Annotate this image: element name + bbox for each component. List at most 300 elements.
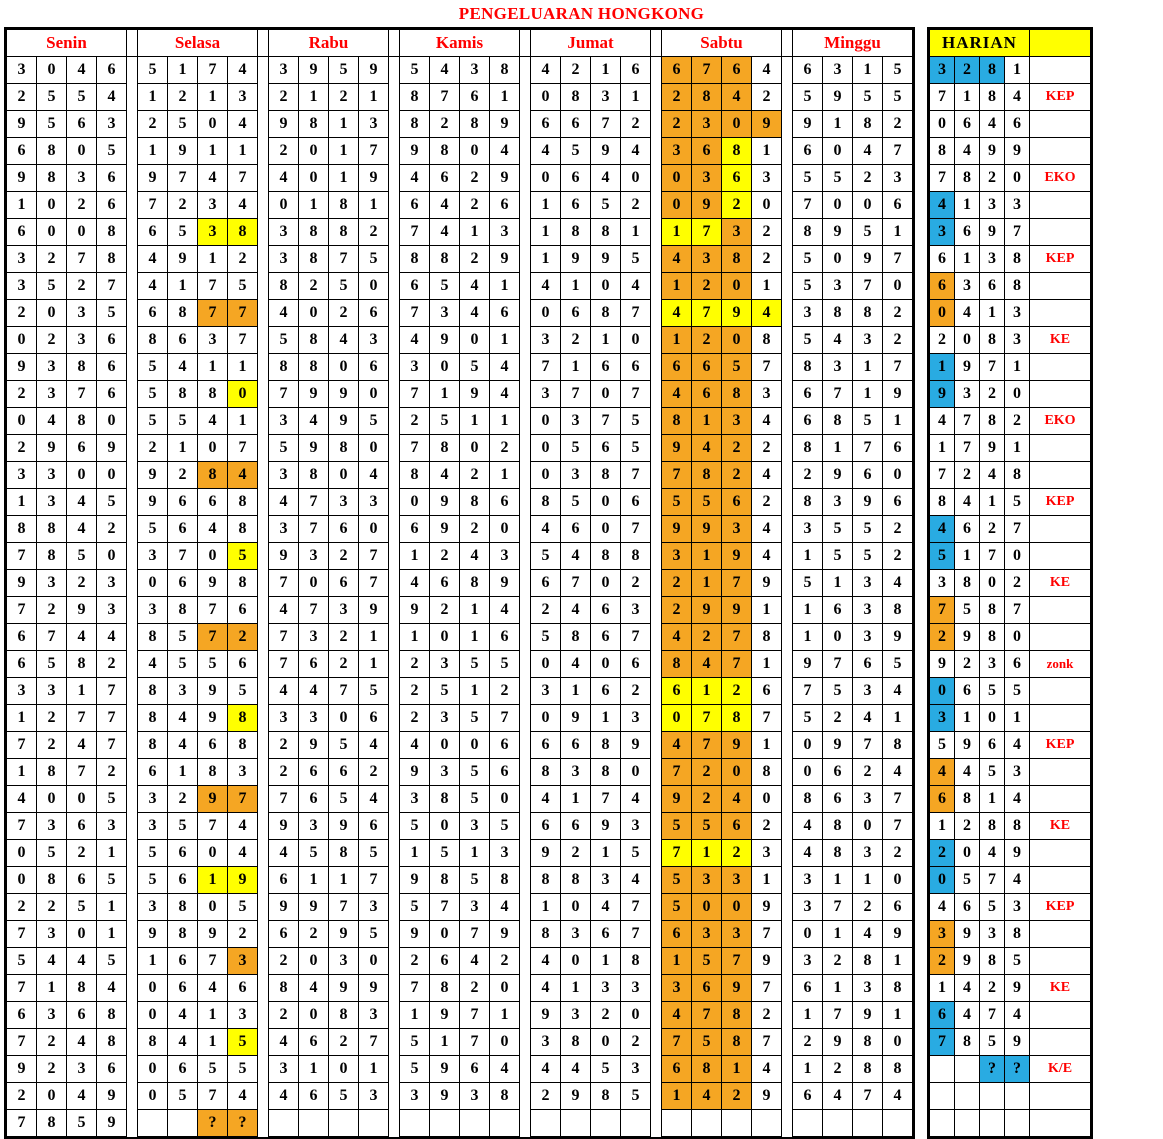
harian-digit-cell: [930, 1056, 955, 1083]
number-cell: 1: [359, 192, 389, 219]
number-cell: 1: [823, 867, 853, 894]
number-cell: 2: [228, 246, 258, 273]
number-cell: 4: [531, 138, 561, 165]
number-cell: 9: [823, 84, 853, 111]
number-cell: 7: [97, 705, 127, 732]
number-cell: 6: [7, 1002, 37, 1029]
number-cell: 8: [97, 246, 127, 273]
number-cell: 2: [883, 327, 913, 354]
number-cell: 6: [793, 57, 823, 84]
number-cell: 0: [621, 759, 651, 786]
number-cell: 3: [97, 597, 127, 624]
number-cell: 2: [359, 759, 389, 786]
number-cell: 5: [692, 948, 722, 975]
number-cell: 5: [168, 111, 198, 138]
number-cell: 8: [561, 624, 591, 651]
column-separator: [389, 867, 400, 894]
number-cell: 2: [621, 111, 651, 138]
number-cell: 4: [168, 1002, 198, 1029]
number-cell: 2: [138, 435, 168, 462]
harian-note-cell: KE: [1030, 975, 1091, 1002]
harian-note-cell: [1030, 840, 1091, 867]
number-cell: 1: [67, 678, 97, 705]
number-cell: 6: [883, 894, 913, 921]
column-separator: [651, 138, 662, 165]
number-cell: 5: [621, 840, 651, 867]
column-separator: [520, 516, 531, 543]
number-cell: 9: [853, 489, 883, 516]
number-cell: 9: [400, 867, 430, 894]
number-cell: 5: [67, 1110, 97, 1137]
harian-digit-cell: 7: [930, 84, 955, 111]
table-row: [7, 570, 913, 597]
number-cell: 4: [138, 273, 168, 300]
number-cell: 0: [359, 381, 389, 408]
number-cell: 1: [561, 273, 591, 300]
number-cell: 3: [359, 111, 389, 138]
number-cell: 8: [722, 381, 752, 408]
number-cell: 4: [67, 732, 97, 759]
number-cell: 4: [460, 543, 490, 570]
number-cell: 0: [591, 1029, 621, 1056]
number-cell: 1: [198, 138, 228, 165]
number-cell: 0: [561, 948, 591, 975]
number-cell: 4: [490, 381, 520, 408]
number-cell: 9: [400, 138, 430, 165]
harian-digit-cell: 2: [930, 327, 955, 354]
column-separator: [258, 705, 269, 732]
table-row: [7, 651, 913, 678]
number-cell: 1: [490, 84, 520, 111]
harian-digit-cell: 8: [955, 570, 980, 597]
number-cell: 2: [722, 435, 752, 462]
number-cell: 5: [430, 408, 460, 435]
number-cell: 0: [269, 192, 299, 219]
number-cell: 6: [168, 867, 198, 894]
harian-digit-cell: 7: [955, 408, 980, 435]
number-cell: 4: [793, 813, 823, 840]
harian-digit-cell: 5: [1005, 948, 1030, 975]
number-cell: 6: [490, 732, 520, 759]
column-separator: [782, 408, 793, 435]
number-cell: 0: [853, 813, 883, 840]
number-cell: 3: [37, 381, 67, 408]
column-separator: [389, 516, 400, 543]
harian-note-cell: [1030, 921, 1091, 948]
column-separator: [258, 759, 269, 786]
number-cell: 6: [299, 759, 329, 786]
harian-digit-cell: 9: [930, 651, 955, 678]
number-cell: 4: [67, 1083, 97, 1110]
column-separator: [258, 786, 269, 813]
column-separator: [127, 381, 138, 408]
harian-digit-cell: 4: [1005, 1002, 1030, 1029]
number-cell: 5: [138, 354, 168, 381]
number-cell: 1: [359, 651, 389, 678]
harian-digit-cell: 4: [980, 111, 1005, 138]
number-cell: 5: [621, 408, 651, 435]
column-separator: [782, 1056, 793, 1083]
harian-row: [930, 381, 1091, 408]
harian-digit-cell: 6: [930, 273, 955, 300]
number-cell: 1: [591, 840, 621, 867]
number-cell: 1: [299, 192, 329, 219]
harian-digit-cell: 7: [1005, 219, 1030, 246]
column-separator: [389, 921, 400, 948]
number-cell: 2: [67, 570, 97, 597]
harian-note-cell: [1030, 597, 1091, 624]
number-cell: 5: [97, 300, 127, 327]
number-cell: 9: [662, 786, 692, 813]
number-cell: 5: [400, 813, 430, 840]
number-cell: 8: [430, 138, 460, 165]
column-separator: [258, 273, 269, 300]
harian-row: [930, 948, 1091, 975]
number-cell: 1: [662, 219, 692, 246]
number-cell: 1: [490, 462, 520, 489]
number-cell: 4: [853, 705, 883, 732]
number-cell: 8: [793, 786, 823, 813]
number-cell: 2: [752, 246, 782, 273]
number-cell: 0: [722, 327, 752, 354]
number-cell: 9: [168, 138, 198, 165]
column-separator: [651, 948, 662, 975]
number-cell: 8: [490, 867, 520, 894]
number-cell: 1: [329, 165, 359, 192]
harian-digit-cell: 9: [955, 354, 980, 381]
number-cell: [752, 1110, 782, 1137]
number-cell: 8: [67, 651, 97, 678]
number-cell: 8: [430, 975, 460, 1002]
number-cell: 9: [793, 651, 823, 678]
number-cell: 8: [460, 111, 490, 138]
harian-note-cell: K/E: [1030, 1056, 1091, 1083]
number-cell: 4: [228, 57, 258, 84]
number-cell: 7: [97, 273, 127, 300]
table-row: [7, 975, 913, 1002]
number-cell: 9: [37, 435, 67, 462]
number-cell: 2: [883, 111, 913, 138]
harian-digit-cell: [980, 1083, 1005, 1110]
harian-row: [930, 624, 1091, 651]
number-cell: 6: [460, 84, 490, 111]
number-cell: 1: [97, 921, 127, 948]
number-cell: 5: [299, 840, 329, 867]
harian-digit-cell: 9: [930, 381, 955, 408]
number-cell: 0: [359, 516, 389, 543]
number-cell: 4: [228, 462, 258, 489]
harian-digit-cell: 4: [1005, 867, 1030, 894]
number-cell: 5: [692, 1029, 722, 1056]
number-cell: 4: [168, 1029, 198, 1056]
harian-digit-cell: [1005, 1110, 1030, 1137]
number-cell: 2: [269, 948, 299, 975]
table-row: [7, 516, 913, 543]
number-cell: 7: [853, 273, 883, 300]
number-cell: 8: [329, 435, 359, 462]
harian-digit-cell: 8: [980, 57, 1005, 84]
number-cell: 9: [138, 165, 168, 192]
column-separator: [651, 732, 662, 759]
number-cell: 1: [228, 138, 258, 165]
number-cell: 2: [299, 273, 329, 300]
number-cell: 0: [198, 435, 228, 462]
number-cell: 6: [299, 1029, 329, 1056]
number-cell: 5: [621, 246, 651, 273]
harian-digit-cell: 8: [980, 327, 1005, 354]
column-separator: [258, 111, 269, 138]
number-cell: 8: [228, 732, 258, 759]
number-cell: 7: [561, 381, 591, 408]
harian-digit-cell: ?: [980, 1056, 1005, 1083]
column-separator: [127, 327, 138, 354]
harian-digit-cell: 3: [1005, 894, 1030, 921]
number-cell: 2: [168, 462, 198, 489]
harian-row: [930, 678, 1091, 705]
number-cell: 3: [299, 624, 329, 651]
number-cell: 6: [67, 813, 97, 840]
number-cell: 7: [198, 597, 228, 624]
number-cell: 3: [269, 1056, 299, 1083]
number-cell: 8: [37, 867, 67, 894]
number-cell: 4: [198, 516, 228, 543]
number-cell: 4: [662, 1002, 692, 1029]
number-cell: 4: [883, 759, 913, 786]
column-separator: [258, 192, 269, 219]
harian-digit-cell: 1: [955, 246, 980, 273]
harian-note-cell: [1030, 381, 1091, 408]
number-cell: 0: [37, 219, 67, 246]
number-cell: 3: [7, 462, 37, 489]
number-cell: 7: [883, 246, 913, 273]
number-cell: 4: [97, 975, 127, 1002]
number-cell: 3: [853, 624, 883, 651]
number-cell: 2: [400, 651, 430, 678]
number-cell: 0: [359, 273, 389, 300]
column-separator: [127, 138, 138, 165]
harian-digit-cell: 3: [930, 219, 955, 246]
number-cell: 4: [591, 894, 621, 921]
number-cell: [853, 1110, 883, 1137]
number-cell: 3: [823, 489, 853, 516]
number-cell: 5: [662, 813, 692, 840]
number-cell: 6: [359, 705, 389, 732]
column-separator: [389, 651, 400, 678]
column-separator: [651, 624, 662, 651]
column-separator: [258, 219, 269, 246]
table-row: [7, 381, 913, 408]
number-cell: 5: [228, 678, 258, 705]
number-cell: 0: [460, 138, 490, 165]
harian-digit-cell: 0: [980, 705, 1005, 732]
number-cell: 2: [460, 246, 490, 273]
harian-digit-cell: 2: [930, 624, 955, 651]
number-cell: 9: [138, 489, 168, 516]
number-cell: 3: [561, 408, 591, 435]
number-cell: 2: [722, 462, 752, 489]
harian-digit-cell: 7: [980, 543, 1005, 570]
number-cell: 2: [359, 219, 389, 246]
number-cell: 3: [692, 867, 722, 894]
number-cell: 0: [460, 327, 490, 354]
number-cell: [400, 1110, 430, 1137]
column-separator: [127, 111, 138, 138]
column-separator: [389, 975, 400, 1002]
harian-row: [930, 516, 1091, 543]
number-cell: 2: [7, 1083, 37, 1110]
harian-digit-cell: 6: [930, 786, 955, 813]
number-cell: 6: [7, 624, 37, 651]
harian-note-cell: KEP: [1030, 894, 1091, 921]
column-separator: [258, 543, 269, 570]
harian-digit-cell: 4: [930, 894, 955, 921]
column-separator: [258, 516, 269, 543]
harian-digit-cell: 5: [930, 732, 955, 759]
harian-digit-cell: 8: [930, 489, 955, 516]
column-separator: [389, 894, 400, 921]
number-cell: 6: [138, 219, 168, 246]
number-cell: 3: [37, 462, 67, 489]
table-row: [7, 732, 913, 759]
number-cell: 2: [7, 894, 37, 921]
number-cell: 8: [329, 219, 359, 246]
number-cell: 4: [621, 273, 651, 300]
harian-note-cell: [1030, 354, 1091, 381]
number-cell: 5: [531, 543, 561, 570]
column-separator: [651, 327, 662, 354]
column-separator: [520, 435, 531, 462]
column-separator: [258, 1110, 269, 1137]
number-cell: [561, 1110, 591, 1137]
number-cell: 2: [37, 732, 67, 759]
number-cell: 4: [490, 597, 520, 624]
harian-digit-cell: 0: [955, 327, 980, 354]
number-cell: 4: [883, 678, 913, 705]
number-cell: 7: [853, 435, 883, 462]
table-row: [7, 597, 913, 624]
number-cell: 8: [722, 1002, 752, 1029]
number-cell: 6: [591, 624, 621, 651]
number-cell: 2: [662, 111, 692, 138]
number-cell: 5: [853, 543, 883, 570]
number-cell: 2: [722, 678, 752, 705]
number-cell: 6: [198, 489, 228, 516]
number-cell: 1: [400, 840, 430, 867]
harian-digit-cell: 8: [1005, 813, 1030, 840]
number-cell: 3: [460, 813, 490, 840]
number-cell: 2: [561, 327, 591, 354]
number-cell: 2: [430, 543, 460, 570]
number-cell: 7: [591, 408, 621, 435]
number-cell: 0: [722, 894, 752, 921]
number-cell: 4: [752, 543, 782, 570]
number-cell: 9: [490, 570, 520, 597]
number-cell: 5: [561, 489, 591, 516]
number-cell: 1: [793, 543, 823, 570]
number-cell: 1: [198, 1002, 228, 1029]
number-cell: 5: [138, 408, 168, 435]
number-cell: 8: [97, 1002, 127, 1029]
number-cell: 2: [329, 84, 359, 111]
number-cell: 9: [67, 597, 97, 624]
harian-note-cell: [1030, 111, 1091, 138]
number-cell: 2: [823, 1056, 853, 1083]
number-cell: 1: [752, 651, 782, 678]
number-cell: 5: [329, 57, 359, 84]
number-cell: 0: [329, 354, 359, 381]
number-cell: 1: [228, 354, 258, 381]
harian-digit-cell: [955, 1083, 980, 1110]
number-cell: 5: [359, 921, 389, 948]
number-cell: 3: [359, 1002, 389, 1029]
harian-digit-cell: 2: [980, 165, 1005, 192]
column-separator: [520, 705, 531, 732]
number-cell: 9: [168, 246, 198, 273]
number-cell: 0: [138, 570, 168, 597]
table-row: [7, 1110, 913, 1137]
number-cell: 8: [883, 597, 913, 624]
number-cell: 8: [692, 462, 722, 489]
column-separator: [258, 570, 269, 597]
harian-digit-cell: 2: [980, 975, 1005, 1002]
table-row: [7, 219, 913, 246]
number-cell: 0: [490, 786, 520, 813]
number-cell: 7: [621, 462, 651, 489]
harian-digit-cell: 3: [955, 381, 980, 408]
number-cell: 1: [591, 57, 621, 84]
harian-digit-cell: 0: [980, 570, 1005, 597]
column-separator: [389, 489, 400, 516]
number-cell: 9: [269, 813, 299, 840]
column-separator: [651, 111, 662, 138]
number-cell: 6: [621, 57, 651, 84]
column-separator: [258, 678, 269, 705]
harian-digit-cell: 6: [955, 516, 980, 543]
harian-digit-cell: [1005, 1083, 1030, 1110]
column-separator: [127, 1083, 138, 1110]
number-cell: 6: [662, 354, 692, 381]
number-cell: 7: [591, 786, 621, 813]
column-separator: [520, 921, 531, 948]
column-separator: [651, 462, 662, 489]
harian-digit-cell: 0: [930, 111, 955, 138]
column-separator: [651, 651, 662, 678]
number-cell: 0: [37, 300, 67, 327]
number-cell: 0: [793, 921, 823, 948]
number-cell: 0: [97, 408, 127, 435]
number-cell: 0: [37, 786, 67, 813]
number-cell: 8: [883, 975, 913, 1002]
number-cell: 9: [692, 516, 722, 543]
number-cell: 2: [662, 597, 692, 624]
number-cell: 6: [692, 381, 722, 408]
table-row: [7, 111, 913, 138]
table-row: [7, 354, 913, 381]
harian-digit-cell: 8: [1005, 462, 1030, 489]
number-cell: 4: [269, 165, 299, 192]
number-cell: 1: [490, 408, 520, 435]
number-cell: 9: [490, 921, 520, 948]
column-separator: [651, 435, 662, 462]
number-cell: 9: [198, 570, 228, 597]
harian-digit-cell: 5: [955, 597, 980, 624]
number-cell: 1: [531, 246, 561, 273]
number-cell: 6: [97, 57, 127, 84]
number-cell: 0: [561, 894, 591, 921]
number-cell: 4: [228, 192, 258, 219]
number-cell: 2: [662, 570, 692, 597]
column-separator: [127, 921, 138, 948]
